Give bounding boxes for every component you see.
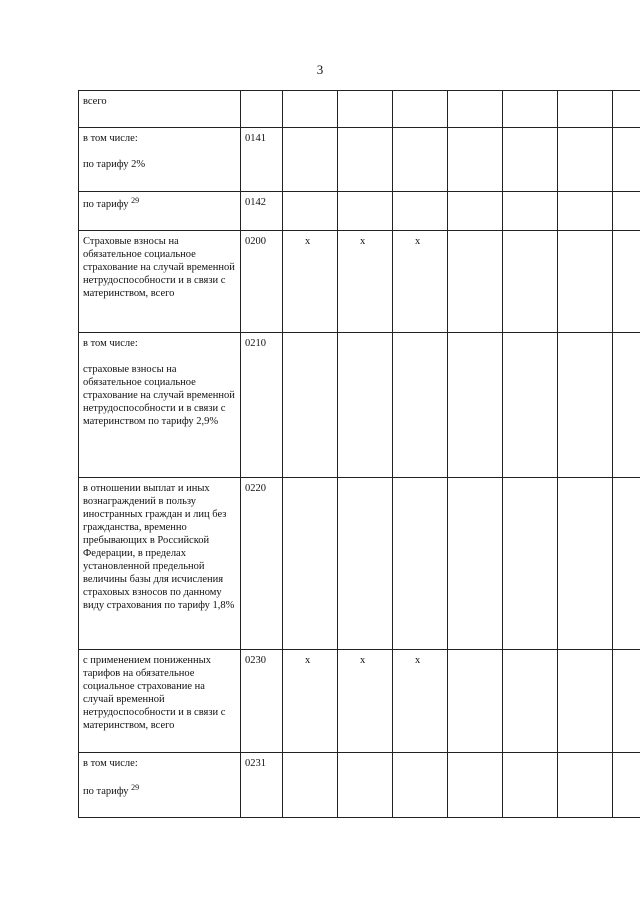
row-code-cell: 0200 <box>241 231 283 333</box>
value-cell <box>283 333 338 478</box>
value-cell <box>613 333 640 478</box>
table-row <box>79 231 640 333</box>
row-label-line: Страховые взносы на обязательное социальное страхование на случай временной нетрудоспособности и в связи с материнством, всего <box>83 236 235 300</box>
row-label-cell <box>79 478 241 650</box>
tariff-superscript: 29 <box>131 783 140 793</box>
value-cell <box>338 192 393 231</box>
line-spacer <box>83 350 237 363</box>
value-mark: x <box>415 655 421 666</box>
row-label-line: с применением пониженных тарифов на обязательное социальное страхование на случай временной нетрудоспособности и в связи с материнством, всего <box>83 655 226 732</box>
value-cell <box>393 128 448 192</box>
table-row <box>79 192 640 231</box>
value-mark: x <box>305 236 311 247</box>
row-label-line: в отношении выплат и иных вознаграждений в пользу иностранных граждан и лиц без гражданства, временно пребывающих в Российской Федерации, в пределах установленной предельной величины базы для исчисления страховых взносов по данному виду страхования по тарифу 1,8% <box>83 483 235 612</box>
row-code-cell: 0142 <box>241 192 283 231</box>
value-cell <box>448 333 503 478</box>
value-cell <box>448 753 503 818</box>
value-cell <box>503 91 558 128</box>
value-cell <box>338 128 393 192</box>
row-label-cell <box>79 333 241 478</box>
value-cell <box>448 192 503 231</box>
value-mark: x <box>305 655 311 666</box>
table-row <box>79 478 640 650</box>
value-cell <box>283 192 338 231</box>
value-cell <box>393 333 448 478</box>
row-label-line: всего <box>83 96 107 107</box>
row-label-line: по тарифу $^{29}$ <box>83 196 140 210</box>
value-cell <box>283 128 338 192</box>
table-row <box>79 333 640 478</box>
tariff-superscript: 29 <box>131 196 140 205</box>
row-code-cell: 0210 <box>241 333 283 478</box>
table-row <box>79 650 640 753</box>
value-cell <box>558 333 613 478</box>
row-code-cell: 0220 <box>241 478 283 650</box>
row-label-cell <box>79 650 241 753</box>
row-label-line: в том числе: <box>83 338 138 349</box>
value-cell <box>613 128 640 192</box>
value-cell <box>503 231 558 333</box>
row-label-line: в том числе: <box>83 758 138 769</box>
row-label-cell <box>79 753 241 818</box>
value-cell <box>448 91 503 128</box>
value-mark: x <box>415 236 421 247</box>
value-cell <box>448 478 503 650</box>
value-cell <box>393 91 448 128</box>
value-cell <box>283 231 338 333</box>
value-cell <box>283 478 338 650</box>
value-cell <box>503 753 558 818</box>
table-row <box>79 128 640 192</box>
value-cell <box>283 650 338 753</box>
table-row <box>79 91 640 128</box>
value-cell <box>558 231 613 333</box>
value-cell <box>393 478 448 650</box>
value-cell <box>558 753 613 818</box>
row-label-line: в том числе: <box>83 133 138 144</box>
value-cell <box>503 478 558 650</box>
value-cell <box>503 650 558 753</box>
row-label-cell <box>79 231 241 333</box>
value-cell <box>503 333 558 478</box>
value-cell <box>338 478 393 650</box>
row-code-cell: 0230 <box>241 650 283 753</box>
value-cell <box>338 753 393 818</box>
value-cell <box>393 192 448 231</box>
row-code-cell <box>241 91 283 128</box>
row-code-cell: 0141 <box>241 128 283 192</box>
value-cell <box>558 478 613 650</box>
value-cell <box>558 192 613 231</box>
value-cell <box>558 650 613 753</box>
line-spacer <box>83 145 237 158</box>
value-cell <box>338 91 393 128</box>
value-cell <box>613 192 640 231</box>
row-label-cell <box>79 192 241 231</box>
value-cell <box>283 753 338 818</box>
value-cell <box>503 128 558 192</box>
value-cell <box>613 650 640 753</box>
page-number: 3 <box>316 62 324 77</box>
value-cell <box>613 478 640 650</box>
report-table <box>78 90 640 818</box>
row-label-cell <box>79 91 241 128</box>
row-label-line: страховые взносы на обязательное социальное страхование на случай временной нетрудоспособности и в связи с материнством по тарифу 2,9% <box>83 364 235 428</box>
value-cell <box>338 231 393 333</box>
line-spacer <box>83 770 237 783</box>
value-cell <box>283 91 338 128</box>
value-cell <box>448 128 503 192</box>
value-mark: x <box>360 236 366 247</box>
value-cell <box>558 128 613 192</box>
value-cell <box>613 91 640 128</box>
report-table-body <box>79 91 640 818</box>
value-cell <box>613 753 640 818</box>
value-cell <box>448 650 503 753</box>
value-cell <box>613 231 640 333</box>
value-cell <box>393 650 448 753</box>
value-cell <box>393 753 448 818</box>
row-label-line: по тарифу $^{29}$ <box>83 783 140 798</box>
value-cell <box>558 91 613 128</box>
value-mark: x <box>360 655 366 666</box>
row-code-cell: 0231 <box>241 753 283 818</box>
table-row <box>79 753 640 818</box>
value-cell <box>448 231 503 333</box>
value-cell <box>338 650 393 753</box>
row-label-line: по тарифу 2% <box>83 159 146 171</box>
value-cell <box>338 333 393 478</box>
value-cell <box>393 231 448 333</box>
row-label-cell <box>79 128 241 192</box>
value-cell <box>503 192 558 231</box>
